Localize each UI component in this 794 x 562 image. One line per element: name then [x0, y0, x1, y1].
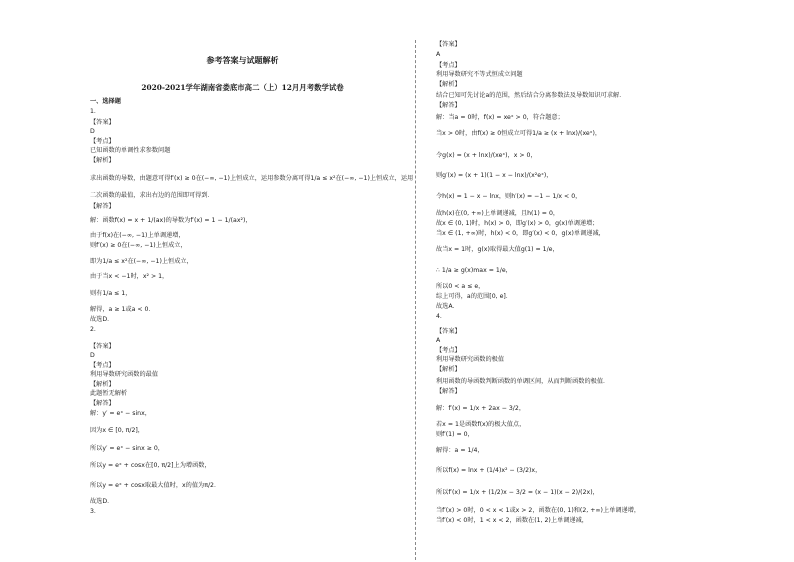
- text-line: 【解答】: [436, 388, 461, 395]
- text-line: 【解析】: [90, 381, 115, 388]
- text-line: 利用函数的导函数判断函数的单调区间，从而判断函数的极值．: [436, 378, 610, 385]
- text-line: 一、选择题: [90, 98, 121, 105]
- doc-title: 参考答案与试题解析: [206, 55, 279, 65]
- text-line: 解得：a = 1/4，: [436, 447, 484, 454]
- text-line: ∴ 1/a ≥ g(x)max = 1/e，: [436, 267, 512, 274]
- text-line: 所以f(x) = lnx + (1/4)x² − (3/2)x，: [436, 467, 542, 474]
- text-line: A: [436, 337, 441, 344]
- text-line: 若x = 1是函数f(x)的极大值点，: [436, 421, 526, 428]
- text-line: A: [436, 51, 441, 58]
- text-line: 3.: [90, 508, 96, 515]
- left-column: [90, 0, 414, 562]
- text-line: 故选D．: [90, 498, 114, 505]
- text-line: 【考点】: [90, 138, 115, 145]
- text-line: 此题暂无解析: [90, 390, 128, 397]
- text-line: 求出函数的导数，由题意可得f′(x) ≥ 0在(−∞, −1)上恒成立，运用参数分离可得1/a ≤ x²在(−∞, −1)上恒成立，运用: [90, 175, 414, 182]
- text-line: 利用导数研究函数的最值: [90, 371, 159, 378]
- text-line: 2.: [90, 326, 96, 333]
- text-line: 所以y′ = eˣ − sinx ≥ 0，: [90, 445, 164, 452]
- text-line: 当f′(x) < 0时，1 < x < 2，函数在(1, 2)上单调递减，: [436, 517, 588, 524]
- text-line: 【考点】: [90, 362, 115, 369]
- text-line: 【解析】: [436, 81, 461, 88]
- text-line: 解：y′ = eˣ − sinx，: [90, 410, 151, 417]
- text-line: 所以y = eˣ + cosx取最大值时，x的值为π/2．: [90, 482, 221, 489]
- text-line: 【考点】: [436, 62, 461, 69]
- text-line: 【考点】: [436, 347, 461, 354]
- text-line: 解：函数f(x) = x + 1/(ax)的导数为f′(x) = 1 − 1/(ax²)，: [90, 217, 252, 224]
- text-line: 因为x ∈ [0, π/2]，: [90, 427, 144, 434]
- text-line: 故选A．: [436, 303, 459, 310]
- text-line: D: [90, 128, 95, 135]
- text-line: 1.: [90, 108, 96, 115]
- text-line: 故选D．: [90, 316, 114, 323]
- text-line: 结合已知可先讨论a的范围，然后结合分离参数法及导数知识可求解．: [436, 92, 626, 99]
- text-line: 利用导数研究函数的极值: [436, 356, 505, 363]
- text-line: 所以f′(x) = 1/x + (1/2)x − 3/2 = (x − 1)(x − 2)/(2x)，: [436, 489, 599, 496]
- text-line: 故当x = 1时，g(x)取得最大值g(1) = 1/e，: [436, 246, 559, 253]
- text-line: 即为1/a ≤ x²在(−∞, −1)上恒成立，: [90, 258, 193, 265]
- text-line: 当x ∈ (1, +∞)时，h(x) < 0，即g′(x) < 0，g(x)单调递减，: [436, 230, 605, 237]
- text-line: 利用导数研究不等式恒成立问题: [436, 71, 523, 78]
- text-line: 【答案】: [90, 343, 115, 350]
- text-line: 由于当x < −1时，x² > 1，: [90, 273, 169, 280]
- text-line: 则g′(x) = (x + 1)(1 − x − lnx)/(x²eˣ)，: [436, 172, 553, 179]
- text-line: 所以y = eˣ + cosx在[0, π/2]上为增函数，: [90, 462, 211, 469]
- text-line: 当x > 0时，由f(x) ≥ 0恒成立可得1/a ≥ (x + lnx)/(xeˣ)，: [436, 130, 602, 137]
- text-line: 【解析】: [90, 157, 115, 164]
- text-line: 4.: [436, 313, 442, 320]
- text-line: 综上可得，a的范围[0, e]．: [436, 293, 512, 300]
- text-line: 【解答】: [90, 400, 115, 407]
- doc-subtitle: 2020-2021学年湖南省娄底市高二（上）12月月考数学试卷: [141, 83, 344, 92]
- text-line: 由于f(x)在(−∞, −1)上单调递增，: [90, 232, 185, 239]
- text-line: 【答案】: [436, 328, 461, 335]
- text-line: 解：f′(x) = 1/x + 2ax − 3/2，: [436, 405, 526, 412]
- text-line: 令h(x) = 1 − x − lnx，则h′(x) = −1 − 1/x < 0，: [436, 193, 582, 200]
- text-line: 则f′(1) = 0，: [436, 431, 474, 438]
- text-line: 故x ∈ (0, 1)时，h(x) > 0，即g′(x) > 0，g(x)单调递增；: [436, 220, 599, 227]
- text-line: 【解答】: [436, 102, 461, 109]
- column-divider: [415, 40, 416, 560]
- text-line: 解：当a = 0时，f(x) = xeˣ > 0，符合题意；: [436, 114, 564, 121]
- text-line: 解得，a ≥ 1或a < 0．: [90, 306, 155, 313]
- text-line: 则f′(x) ≥ 0在(−∞, −1)上恒成立，: [90, 242, 187, 249]
- text-line: 二次函数的最值，求出右边的范围即可得到．: [90, 192, 214, 199]
- right-column: [436, 0, 736, 562]
- text-line: 令g(x) = (x + lnx)/(xeˣ)，x > 0，: [436, 152, 537, 159]
- text-line: 已知函数的单调性求参数问题: [90, 147, 171, 154]
- text-line: 【答案】: [436, 41, 461, 48]
- text-line: 当f′(x) > 0时，0 < x < 1或x > 2，函数在(0, 1)和(2, +∞)上单调递增，: [436, 507, 641, 514]
- text-line: 则有1/a ≤ 1，: [90, 290, 132, 297]
- text-line: 【答案】: [90, 119, 115, 126]
- text-line: 故h(x)在(0, +∞)上单调递减，且h(1) = 0，: [436, 210, 560, 217]
- text-line: 所以0 < a ≤ e，: [436, 283, 485, 290]
- text-line: 【解答】: [90, 203, 115, 210]
- text-line: 【解析】: [436, 366, 461, 373]
- text-line: D: [90, 352, 95, 359]
